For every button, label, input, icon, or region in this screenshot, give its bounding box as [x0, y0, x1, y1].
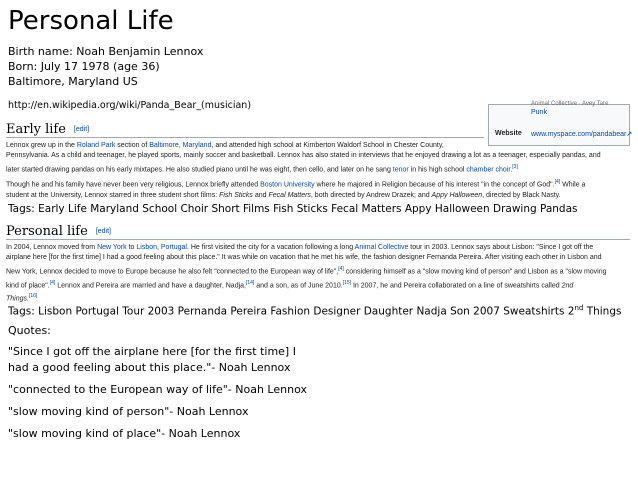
infobox-genre-value[interactable]: Punk [531, 109, 547, 116]
text-run: where he majored in Religion because of his interest "in the concept of God". [314, 181, 555, 189]
birth-place: Baltimore, Maryland US [8, 75, 138, 88]
infobox-fragment [488, 101, 633, 146]
early-life-paragraph-1 [6, 141, 632, 176]
citation-4[interactable]: [4] [49, 279, 56, 286]
citation-14[interactable]: [14] [245, 279, 255, 286]
source-url[interactable]: http://en.wikipedia.org/wiki/Panda_Bear_(musician) [8, 100, 252, 111]
citation-4[interactable]: [4] [554, 179, 561, 185]
text-run: in his high school [408, 166, 467, 174]
tags-text: Tags: Lisbon Portugal Tour 2003 Pernanda Pereira Fashion Designer Daughter Nadja Son 2007 Sweatshirts 2 [8, 305, 575, 318]
citation-4[interactable]: [4] [338, 265, 344, 272]
text-run: Lennox and Pereira are married and have a daughter, Nadja, [55, 281, 246, 289]
citation-15[interactable]: [15] [342, 279, 352, 286]
birth-name: Birth name: Noah Benjamin Lennox [8, 45, 204, 58]
personal-life-edit-link[interactable]: [edit] [95, 228, 111, 235]
film-title: Fecal Matters [268, 191, 311, 199]
quote-4: "slow moving kind of place"- Noah Lennox [8, 427, 241, 440]
text-run: Lennox grew up in the [6, 142, 77, 149]
text-run: later started drawing pandas on his early mixtapes. He also studied piano until he was eight, then cello, and later on he sang [6, 166, 393, 174]
personal-life-paragraph [6, 243, 632, 305]
text-run: section of [115, 142, 150, 149]
born-date: Born: July 17 1978 (age 36) [8, 60, 160, 73]
tags-personal-life [8, 304, 621, 318]
link-roland-park[interactable]: Roland Park [76, 142, 116, 149]
text-run: tour in 2003. Lennox says about Lisbon: "Since I got off the [408, 244, 594, 251]
infobox-website-link[interactable]: www.myspace.com/pandabear↗ [531, 131, 633, 138]
early-life-edit-link[interactable]: [edit] [73, 126, 90, 133]
text-run: New York, Lennox decided to move to Europe because he also felt "connected to the European way of life", [6, 268, 339, 276]
personal-life-heading [6, 224, 111, 239]
text-run: considering himself as a "slow moving kind of person" and Lisbon as a "slow moving [343, 268, 607, 276]
text-run: . He first visited the city for a vacation following a long [186, 244, 355, 251]
tags-early-life: Tags: Early Life Maryland School Choir Short Films Fish Sticks Fecal Matters Appy Halloween Drawing Pandas [8, 203, 578, 215]
citation-16[interactable]: [16] [28, 293, 38, 300]
quote-3: "slow moving kind of person"- Noah Lennox [8, 405, 249, 418]
external-link-icon: ↗ [626, 131, 633, 138]
early-life-heading-text: Early life [6, 122, 66, 137]
text-run: . [510, 166, 513, 174]
early-life-paragraph-2 [6, 177, 632, 201]
text-run: and a son, as of June 2010. [254, 281, 343, 289]
text-run: Though he and his family have never been very religious, Lennox briefly attended [6, 181, 261, 189]
film-title: Fish Sticks [219, 191, 253, 199]
early-life-heading [6, 122, 89, 137]
text-run: kind of place". [6, 281, 50, 289]
tags-text-end: Things [583, 305, 622, 318]
text-run: , directed by Black Nasty. [482, 191, 561, 199]
sweatshirt-line-title: 2nd [561, 281, 574, 289]
page-title: Personal Life [8, 6, 174, 36]
quote-1-line-1: "Since I got off the airplane here [for the first time] I [8, 345, 296, 358]
infobox-website-label: Website [495, 130, 522, 137]
personal-life-rule [6, 239, 630, 240]
quotes-label: Quotes: [8, 324, 51, 337]
text-run: , both directed by Andrew Drazek; and [310, 191, 432, 199]
link-boston-university[interactable]: Boston University [260, 181, 315, 189]
link-new-york[interactable]: New York [97, 244, 127, 251]
text-run: and [252, 191, 269, 199]
personal-life-heading-text: Personal life [6, 224, 88, 239]
link-lisbon[interactable]: Lisbon, Portugal [136, 244, 187, 251]
link-chamber-choir[interactable]: chamber choir [466, 166, 511, 174]
text-run: In 2007, he and Pereira collaborated on a line of sweatshirts called [351, 281, 562, 289]
text-run: airplane here [for the first time] I had a good feeling about this place." It was while on vacation that he met his wife, the fashion designer Fernanda Pereira. After visiting each other in Lisbon and [6, 254, 602, 262]
link-tenor[interactable]: tenor [392, 166, 409, 174]
text-run: Pennsylvania. As a child and teenager, he played sports, mainly soccer and basketball. Lennox has also stated in interviews that he enjoyed drawing a lot as a teenager, especially pandas, and [6, 152, 601, 160]
text-run: to [126, 244, 137, 251]
infobox-faded-value: Animal Collective · Avey Tare [531, 101, 609, 107]
link-animal-collective[interactable]: Animal Collective [354, 244, 409, 251]
text-run: student at the University, Lennox starred in three student short films: [6, 191, 220, 199]
sweatshirt-line-title: Things. [6, 295, 29, 303]
citation-3[interactable]: [3] [512, 163, 518, 170]
tags-superscript: nd [574, 304, 584, 312]
text-run: While a [560, 181, 586, 189]
quote-1-line-2: had a good feeling about this place."- Noah Lennox [8, 361, 291, 374]
link-baltimore[interactable]: Baltimore, Maryland [149, 142, 212, 149]
quote-2: "connected to the European way of life"- Noah Lennox [8, 383, 307, 396]
text-run: , and attended high school at Kimberton Waldorf School in Chester County, [211, 142, 444, 149]
early-life-rule [6, 137, 484, 138]
text-run: In 2004, Lennox moved from [6, 244, 98, 251]
film-title: Appy Halloween [431, 191, 483, 199]
